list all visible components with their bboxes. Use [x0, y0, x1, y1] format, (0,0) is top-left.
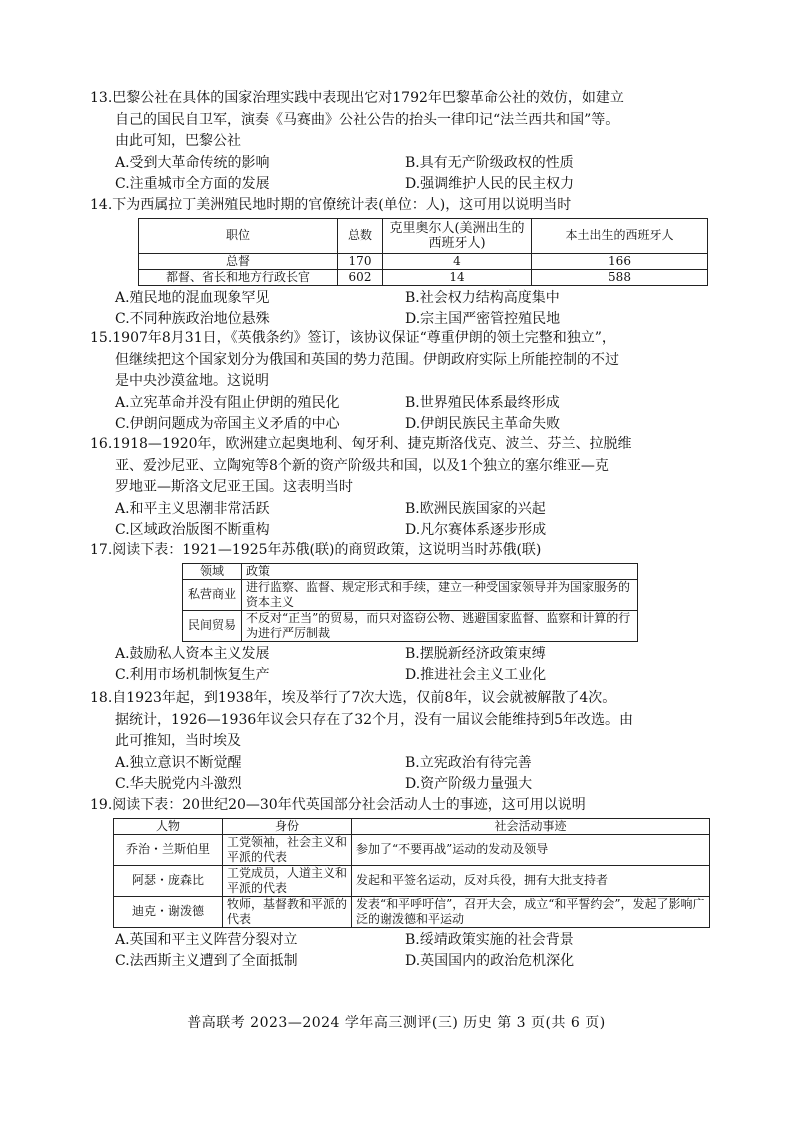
stem-line: 由此可知，巴黎公社	[115, 133, 241, 149]
question-number: 15.	[90, 330, 113, 346]
option-c[interactable]: C.华夫脱党内斗激烈	[115, 776, 242, 792]
table-cell: 工党领袖，社会主义和平派的代表	[223, 834, 352, 865]
question-number: 17.	[90, 542, 113, 558]
question-18	[90, 688, 730, 796]
stem-line: 下为西属拉丁美洲殖民地时期的官僚统计表(单位：人)，这可用以说明当时	[112, 197, 572, 213]
options	[90, 644, 730, 687]
table-cell: 牧师，基督教和平派的代表	[223, 896, 352, 927]
activists-table	[113, 818, 710, 928]
option-a[interactable]: A.和平主义思潮非常活跃	[115, 500, 270, 517]
options	[90, 753, 730, 796]
table-header: 身份	[223, 818, 352, 834]
question-stem	[90, 328, 730, 350]
stem-line: 1907年8月31日，《英俄条约》签订，该协议保证“尊重伊朗的领土完整和独立”，	[112, 330, 616, 346]
question-16	[90, 434, 730, 542]
stem-line: 是中央沙漠盆地。这说明	[115, 373, 269, 389]
table-header: 职位	[139, 218, 338, 253]
option-a[interactable]: A.殖民地的混血现象罕见	[115, 289, 270, 306]
table-header-row	[183, 563, 638, 579]
stem-line: 亚、爱沙尼亚、立陶宛等8个新的资产阶级共和国，以及1个独立的塞尔维亚—克	[115, 457, 609, 474]
question-19	[90, 795, 730, 973]
question-stem	[90, 795, 730, 817]
option-d[interactable]: D.强调维护人民的民主权力	[405, 176, 575, 192]
option-c[interactable]: C.利用市场机制恢复生产	[115, 667, 270, 683]
question-number: 13.	[90, 90, 113, 106]
table-cell: 私营商业	[183, 579, 242, 610]
question-stem	[90, 540, 730, 562]
question-stem	[90, 688, 730, 710]
question-number: 16.	[90, 436, 113, 452]
stem-line: 巴黎公社在具体的国家治理实践中表现出它对1792年巴黎革命公社的效仿，如建立	[112, 90, 624, 106]
question-15	[90, 328, 730, 436]
table-header: 社会活动事迹	[352, 818, 710, 834]
option-a[interactable]: A.受到大革命传统的影响	[115, 154, 270, 171]
table-cell: 发起和平签名运动，反对兵役，拥有大批支持者	[352, 865, 710, 896]
table-row	[139, 269, 708, 285]
question-number: 18.	[90, 690, 113, 706]
table-cell: 588	[532, 269, 708, 285]
table-cell: 民间贸易	[183, 610, 242, 641]
table-cell: 总督	[139, 253, 338, 269]
table-cell: 4	[383, 253, 532, 269]
table-header: 总数	[338, 218, 383, 253]
stem-line: 自己的国民自卫军，演奏《马赛曲》公社公告的抬头一律印记“法兰西共和国”等。	[115, 111, 620, 128]
option-d[interactable]: D.推进社会主义工业化	[405, 667, 547, 683]
option-c[interactable]: C.注重城市全方面的发展	[115, 176, 270, 192]
option-d[interactable]: D.英国国内的政治危机深化	[405, 953, 575, 969]
table-cell: 乔治・兰斯伯里	[114, 834, 223, 865]
option-c[interactable]: C.伊朗问题成为帝国主义矛盾的中心	[115, 416, 340, 432]
option-c[interactable]: C.法西斯主义遭到了全面抵制	[115, 953, 298, 969]
option-b[interactable]: B.立宪政治有待完善	[405, 754, 532, 771]
option-c[interactable]: C.区域政治版图不断重构	[115, 522, 270, 538]
option-a[interactable]: A.独立意识不断觉醒	[115, 754, 242, 771]
table-header-row	[139, 218, 708, 253]
table-cell: 工党成员，人道主义和平派的代表	[223, 865, 352, 896]
option-d[interactable]: D.凡尔赛体系逐步形成	[405, 522, 547, 538]
options	[90, 288, 730, 331]
options	[90, 499, 730, 542]
table-row	[114, 896, 710, 927]
option-a[interactable]: A.立宪革命并没有阻止伊朗的殖民化	[115, 394, 340, 411]
option-d[interactable]: D.伊朗民族民主革命失败	[405, 416, 561, 432]
table-cell: 602	[338, 269, 383, 285]
stem-line: 但继续把这个国家划分为俄国和英国的势力范围。伊朗政府实际上所能控制的不过	[115, 351, 619, 368]
options	[90, 153, 730, 196]
table-cell: 参加了“不要再战”运动的发动及领导	[352, 834, 710, 865]
stem-line: 阅读下表：1921—1925年苏俄(联)的商贸政策，这说明当时苏俄(联)	[112, 542, 542, 558]
option-a[interactable]: A.英国和平主义阵营分裂对立	[115, 931, 298, 948]
option-d[interactable]: D.资产阶级力量强大	[405, 776, 533, 792]
table-header-row	[114, 818, 710, 834]
table-cell: 发表“和平呼吁信”，召开大会，成立“和平誓约会”，发起了影响广泛的谢泼德和平运动	[352, 896, 710, 927]
table-row	[114, 834, 710, 865]
option-c[interactable]: C.不同种族政治地位悬殊	[115, 311, 270, 327]
option-b[interactable]: B.世界殖民体系最终形成	[405, 394, 560, 411]
stem-line: 此可推知，当时埃及	[115, 733, 241, 749]
stem-line: 阅读下表：20世纪20—30年代英国部分社会活动人士的事迹，这可用以说明	[112, 797, 586, 813]
options	[90, 930, 730, 973]
officials-table	[138, 218, 708, 286]
option-d[interactable]: D.宗主国严密管控殖民地	[405, 311, 561, 327]
option-b[interactable]: B.欧洲民族国家的兴起	[405, 500, 546, 517]
table-header: 领域	[183, 563, 242, 579]
question-number: 14.	[90, 197, 113, 213]
table-header: 政策	[242, 563, 638, 579]
page-footer: 普高联考 2023—2024 学年高三测评(三) 历史 第 3 页(共 6 页)	[187, 1015, 606, 1031]
table-row	[183, 579, 638, 610]
question-number: 19.	[90, 797, 113, 813]
option-b[interactable]: B.摆脱新经济政策束缚	[405, 645, 546, 662]
table-cell: 不反对“正当”的贸易，而只对盗窃公物、逃避国家监督、监察和计算的行为进行严厉制裁	[242, 610, 638, 641]
table-cell: 14	[383, 269, 532, 285]
table-cell: 166	[532, 253, 708, 269]
option-a[interactable]: A.鼓励私人资本主义发展	[115, 645, 270, 662]
stem-line: 1918—1920年，欧洲建立起奥地利、匈牙利、捷克斯洛伐克、波兰、芬兰、拉脱维	[112, 436, 632, 452]
table-header: 本土出生的西班牙人	[532, 218, 708, 253]
policy-table	[182, 563, 638, 642]
question-17	[90, 540, 730, 687]
question-stem	[90, 88, 730, 110]
table-cell: 阿瑟・庞森比	[114, 865, 223, 896]
table-header: 人物	[114, 818, 223, 834]
table-header: 克里奥尔人(美洲出生的西班牙人)	[383, 218, 532, 253]
stem-line: 自1923年起，到1938年，埃及举行了7次大选，仅前8年，议会就被解散了4次。	[112, 690, 617, 706]
question-stem	[90, 434, 730, 456]
question-stem	[90, 195, 730, 217]
table-row	[183, 610, 638, 641]
table-row	[139, 253, 708, 269]
table-cell: 都督、省长和地方行政长官	[139, 269, 338, 285]
table-row	[114, 865, 710, 896]
table-cell: 迪克・谢泼德	[114, 896, 223, 927]
stem-line: 罗地亚—斯洛文尼亚王国。这表明当时	[115, 479, 353, 495]
question-13	[90, 88, 730, 196]
table-cell: 170	[338, 253, 383, 269]
option-b[interactable]: B.具有无产阶级政权的性质	[405, 154, 574, 171]
option-b[interactable]: B.社会权力结构高度集中	[405, 289, 560, 306]
question-14	[90, 195, 730, 331]
options	[90, 393, 730, 436]
stem-line: 据统计，1926—1936年议会只存在了32个月，没有一届议会能维持到5年改选。由	[115, 711, 633, 728]
table-cell: 进行监察、监督、规定形式和手续，建立一种受国家领导并为国家服务的资本主义	[242, 579, 638, 610]
option-b[interactable]: B.绥靖政策实施的社会背景	[405, 931, 574, 948]
